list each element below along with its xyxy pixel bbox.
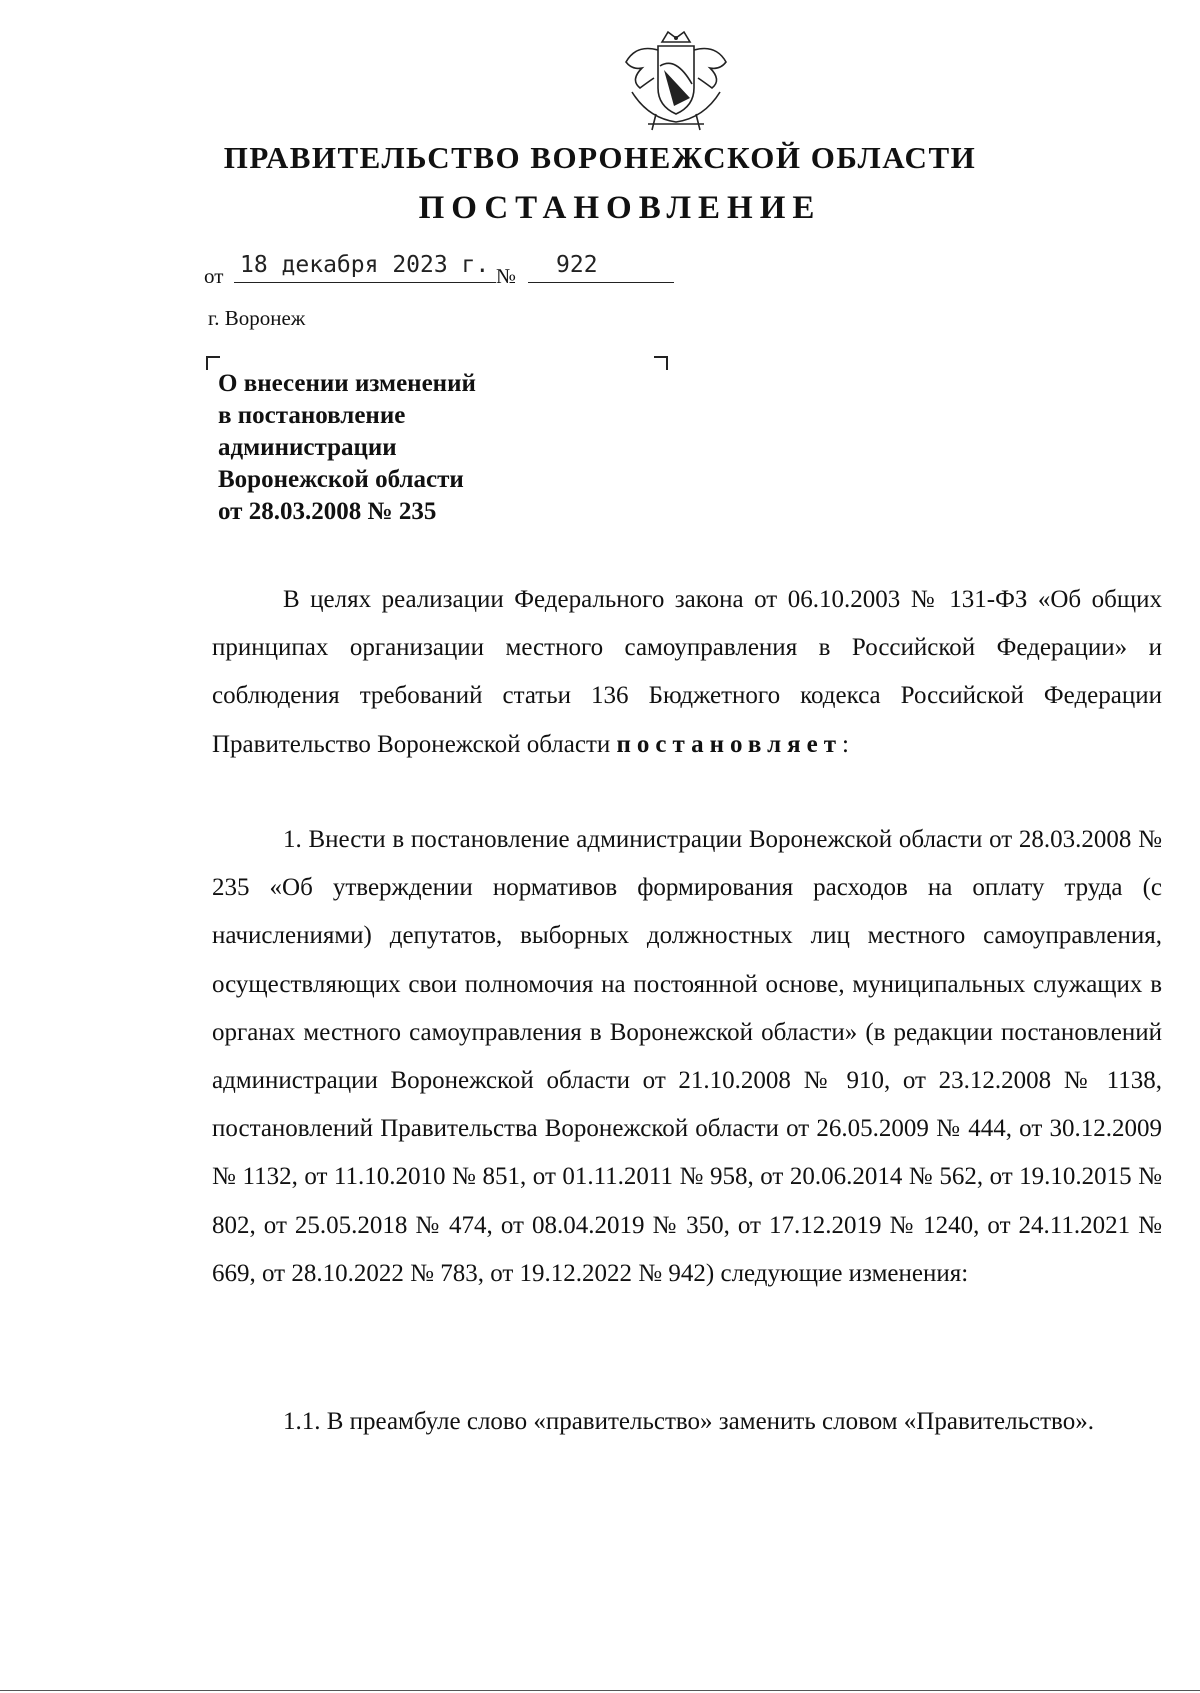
number-label: № [496,264,517,288]
document-date: 18 декабря 2023 г. [240,252,490,278]
preamble-text: В целях реализации Федерального закона от 06.10.2003 № 131-ФЗ «Об общих принципах организации местного самоуправления в Российской Федерации» и соблюдения требований статьи 136 Бюджетного кодекса Российской Федерации Правительство Воронежской области [212,586,1162,758]
clause-1-paragraph: 1. Внести в постановление администрации Воронежской области от 28.03.2008 № 235 «Об утверждении нормативов формирования расходов на оплату труда (с начислениями) депутатов, выборных должностных лиц местного самоуправления, осуществляющих свои полномочия на постоянной основе, муниципальных служащих в органах местного самоуправления в Воронежской области» (в редакции постановлений администрации Воронежской области от 21.10.2008 № 910, от 23.12.2008 № 1138, постановлений Правительства Воронежской области от 26.05.2009 № 444, от 30.12.2009 № 1132, от 11.10.2010 № 851, от 01.11.2011 № 958, от 20.06.2014 № 562, от 19.10.2015 № 802, от 25.05.2018 № 474, от 08.04.2019 № 350, от 17.12.2019 № 1240, от 24.11.2021 № 669, от 28.10.2022 № 783, от 19.12.2022 № 942) следующие изменения: [212,826,1162,1287]
clause-1-1-paragraph: 1.1. В преамбуле слово «правительство» заменить словом «Правительство». [283,1408,1094,1435]
date-underline [234,282,496,283]
document-number: 922 [556,252,598,278]
number-underline [528,282,674,283]
page-bottom-rule [0,1690,1200,1691]
subject-line: администрации [218,434,397,461]
subject-line: Воронежской области [218,466,464,493]
decree-colon: : [842,730,849,758]
subject-line: О внесении изменений [218,370,476,397]
document-type-title: ПОСТАНОВЛЕНИЕ [418,190,822,226]
organization-title: ПРАВИТЕЛЬСТВО ВОРОНЕЖСКОЙ ОБЛАСТИ [223,140,977,175]
decree-word: постановляет [616,730,842,758]
subject-line: от 28.03.2008 № 235 [218,498,437,525]
subject-line: в постановление [218,402,406,429]
coat-of-arms-emblem [618,26,734,134]
preamble-paragraph [212,576,1162,769]
from-label: от [204,264,224,288]
city-label: г. Воронеж [208,306,306,330]
document-subject [218,368,476,528]
date-number-line [204,252,684,288]
right-corner-bracket [654,356,668,370]
